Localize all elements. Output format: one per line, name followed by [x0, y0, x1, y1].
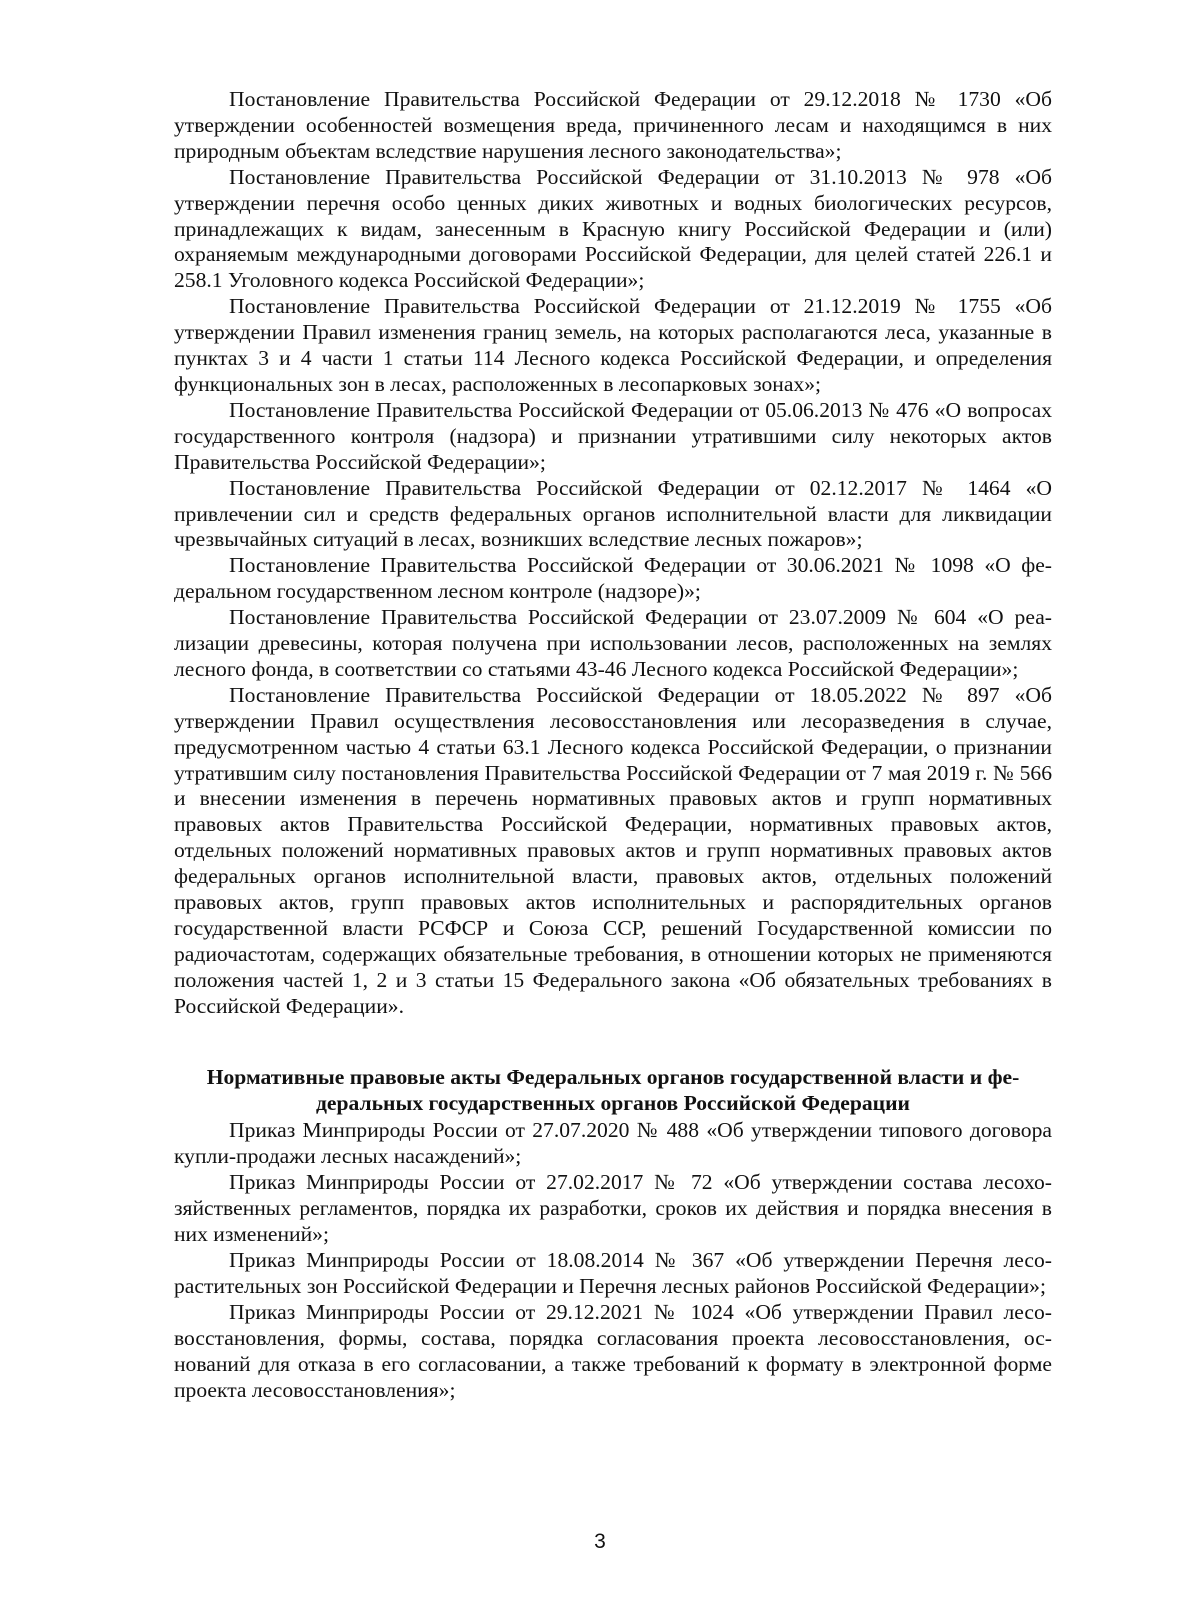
- paragraph: Постановление Правительства Российской Федерации от 18.05.2022 № 897 «Об утверждении Правил осуществления лесовосстановления или лесоразведения в случае, предусмотренном частью 4 статьи 63.1 Лесного кодекса Российской Федерации, о признании утратившим силу постановления Правительства Российской Федерации от 7 мая 2019 г. № 566 и внесении изменения в перечень нормативных правовых актов и групп нормативных правовых актов Правительства Российской Федерации, нормативных правовых актов, отдельных положений нормативных правовых актов и групп нормативных правовых актов федеральных органов исполнительной власти, правовых актов, отдельных положений правовых актов, групп правовых актов исполнительных и распорядительных органов государственной власти РСФСР и Союза ССР, решений Государственной комиссии по радиочастотам, содержащих обязательные требования, в отношении которых не применяются положения частей 1, 2 и 3 статьи 15 Федерального закона «Об обязательных требованиях в Российской Федерации».: [174, 682, 1052, 1018]
- paragraph: Постановление Правительства Российской Федерации от 02.12.2017 № 1464 «О привлечении сил и средств федеральных органов исполнительной власти для ликвидации чрезвычайных ситуаций в лесах, возникших вследствие лесных пожаров»;: [174, 475, 1052, 552]
- paragraph: Приказ Минприроды России от 18.08.2014 № 367 «Об утверждении Перечня лесорастительных зон Российской Федерации и Перечня лесных районов Российской Федерации»;: [174, 1247, 1052, 1298]
- page-number: 3: [594, 1530, 606, 1553]
- document-body: [174, 87, 1052, 1403]
- paragraph: Постановление Правительства Российской Федерации от 23.07.2009 № 604 «О реализации древесины, которая получена при использовании лесов, расположенных на землях лесного фонда, в соответствии со статьями 43-46 Лесного кодекса Российской Федерации»;: [174, 605, 1052, 681]
- paragraph: Приказ Минприроды России от 27.07.2020 № 488 «Об утверждении типового договора купли-продажи лесных насаждений»;: [174, 1118, 1052, 1169]
- paragraph: Постановление Правительства Российской Федерации от 29.12.2018 № 1730 «Об утверждении особенностей возмещения вреда, причиненного лесам и находящимся в них природным объектам вследствие нарушения лесного законодательства»;: [174, 87, 1052, 163]
- paragraph: Приказ Минприроды России от 27.02.2017 № 72 «Об утверждении состава лесохозяйственных регламентов, порядка их разработки, сроков их действия и порядка внесения в них изменений»;: [174, 1170, 1052, 1247]
- paragraph: Постановление Правительства Российской Федерации от 31.10.2013 № 978 «Об утверждении перечня особо ценных диких животных и водных биологических ресурсов, принадлежащих к видам, занесенным в Красную книгу Российской Федерации и (или) охраняемым международными договорами Российской Федерации, для целей статей 226.1 и 258.1 Уголовного кодекса Российской Федерации»;: [174, 164, 1052, 293]
- paragraph: Постановление Правительства Российской Федерации от 05.06.2013 № 476 «О вопросах государственного контроля (надзора) и признании утратившими силу некоторых актов Правительства Российской Федерации»;: [174, 397, 1052, 474]
- paragraph: Приказ Минприроды России от 29.12.2021 № 1024 «Об утверждении Правил лесовосстановления, формы, состава, порядка согласования проекта лесовосстановления, оснований для отказа в его согласовании, а также требований к формату в электронной форме проекта лесовосстановления»;: [174, 1299, 1052, 1402]
- paragraph: Постановление Правительства Российской Федерации от 21.12.2019 № 1755 «Об утверждении Правил изменения границ земель, на которых располагаются леса, указанные в пунктах 3 и 4 части 1 статьи 114 Лесного кодекса Российской Федерации, и определения функциональных зон в лесах, расположенных в лесопарковых зонах»;: [174, 294, 1052, 396]
- paragraph: Постановление Правительства Российской Федерации от 30.06.2021 № 1098 «О федеральном государственном лесном контроле (надзоре)»;: [174, 553, 1052, 604]
- section-heading: Нормативные правовые акты Федеральных органов государственной власти и федеральных государственных органов Российской Федерации: [206, 1064, 1020, 1115]
